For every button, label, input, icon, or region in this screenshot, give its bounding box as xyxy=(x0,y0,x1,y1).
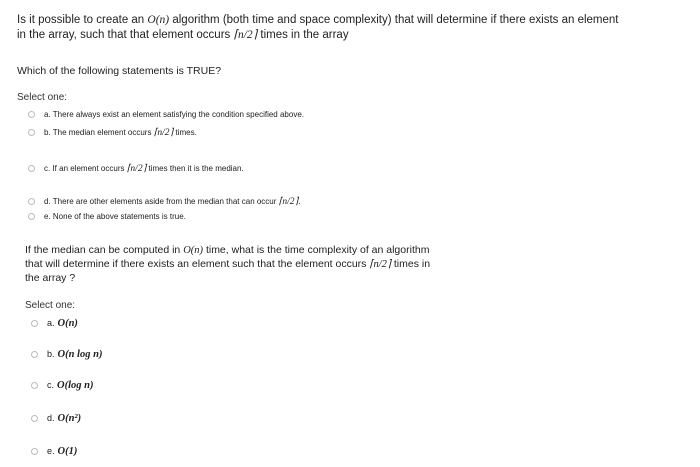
radio-button[interactable] xyxy=(31,382,38,389)
q2-text-line3: the array ? xyxy=(25,272,76,284)
option-pre: b. xyxy=(47,349,55,359)
option-math: ⌈n/2⌉ xyxy=(153,128,174,138)
q2-line1-math: O(n) xyxy=(183,245,204,256)
radio-button[interactable] xyxy=(31,415,38,422)
radio-button[interactable] xyxy=(31,448,38,455)
option-math: O(n²) xyxy=(57,413,82,424)
radio-button[interactable] xyxy=(31,320,38,327)
option-math: ⌈n/2⌉ xyxy=(126,164,147,174)
q1-prompt: Which of the following statements is TRUE? xyxy=(17,65,222,77)
radio-button[interactable] xyxy=(28,165,35,172)
option-label: a. There always exist an element satisfying the condition specified above. xyxy=(44,110,304,119)
q2-line2-post: times in xyxy=(393,258,431,270)
option-math: O(n) xyxy=(57,318,78,329)
option-math: O(log n) xyxy=(57,380,94,391)
option-post: times. xyxy=(175,128,197,137)
option-label xyxy=(47,413,81,424)
q1-option-d[interactable] xyxy=(28,196,300,207)
option-post: . xyxy=(298,197,301,206)
option-math: O(1) xyxy=(57,446,78,457)
q1-text-line2 xyxy=(17,28,349,43)
radio-button[interactable] xyxy=(28,198,35,205)
q1-select-label: Select one: xyxy=(17,92,68,103)
q2-line2-pre: that will determine if there exists an element such that the element occurs xyxy=(25,258,367,270)
option-label xyxy=(47,349,102,360)
option-pre: c. xyxy=(47,380,55,390)
q2-line1-post: time, what is the time complexity of an algorithm xyxy=(205,244,430,256)
radio-button[interactable] xyxy=(28,213,35,220)
q1-option-b[interactable] xyxy=(28,127,197,138)
q1-line2-pre: in the array, such that that element occurs xyxy=(17,29,231,41)
q2-text-line1 xyxy=(25,244,429,257)
q1-line1-math: O(n) xyxy=(147,14,170,26)
option-math: ⌈n/2⌉ xyxy=(278,197,299,207)
q1-line2-math: ⌈n/2⌉ xyxy=(233,29,258,41)
q2-select-label: Select one: xyxy=(25,300,76,311)
radio-button[interactable] xyxy=(28,111,35,118)
q2-option-b[interactable] xyxy=(31,349,102,360)
option-label xyxy=(44,163,244,174)
q1-line1-post: algorithm (both time and space complexity) that will determine if there exists an element xyxy=(172,14,619,26)
option-label: e. None of the above statements is true. xyxy=(44,212,186,221)
option-label xyxy=(47,318,78,329)
q2-option-e[interactable] xyxy=(31,446,77,457)
q1-line1-pre: Is it possible to create an xyxy=(17,14,145,26)
option-pre: d. There are other elements aside from the median that can occur xyxy=(44,197,277,206)
option-pre: e. xyxy=(47,446,55,456)
option-pre: b. The median element occurs xyxy=(44,128,152,137)
q1-text-line1 xyxy=(17,13,619,28)
q2-text-line2 xyxy=(25,258,430,271)
q2-line2-math: ⌈n/2⌉ xyxy=(369,259,391,270)
q2-option-c[interactable] xyxy=(31,380,93,391)
q2-option-a[interactable] xyxy=(31,318,78,329)
option-math: O(n log n) xyxy=(57,349,103,360)
radio-button[interactable] xyxy=(31,351,38,358)
q1-option-e[interactable] xyxy=(28,212,186,221)
q2-option-d[interactable] xyxy=(31,413,81,424)
radio-button[interactable] xyxy=(28,129,35,136)
q1-option-a[interactable] xyxy=(28,110,304,119)
option-pre: a. xyxy=(47,318,55,328)
q1-line2-post: times in the array xyxy=(260,29,349,41)
option-label xyxy=(47,380,93,391)
option-label xyxy=(44,196,300,207)
option-post: times then it is the median. xyxy=(148,164,244,173)
q1-option-c[interactable] xyxy=(28,163,244,174)
option-pre: d. xyxy=(47,413,55,423)
option-pre: c. If an element occurs xyxy=(44,164,125,173)
option-label xyxy=(47,446,77,457)
option-label xyxy=(44,127,197,138)
q2-line1-pre: If the median can be computed in xyxy=(25,244,181,256)
